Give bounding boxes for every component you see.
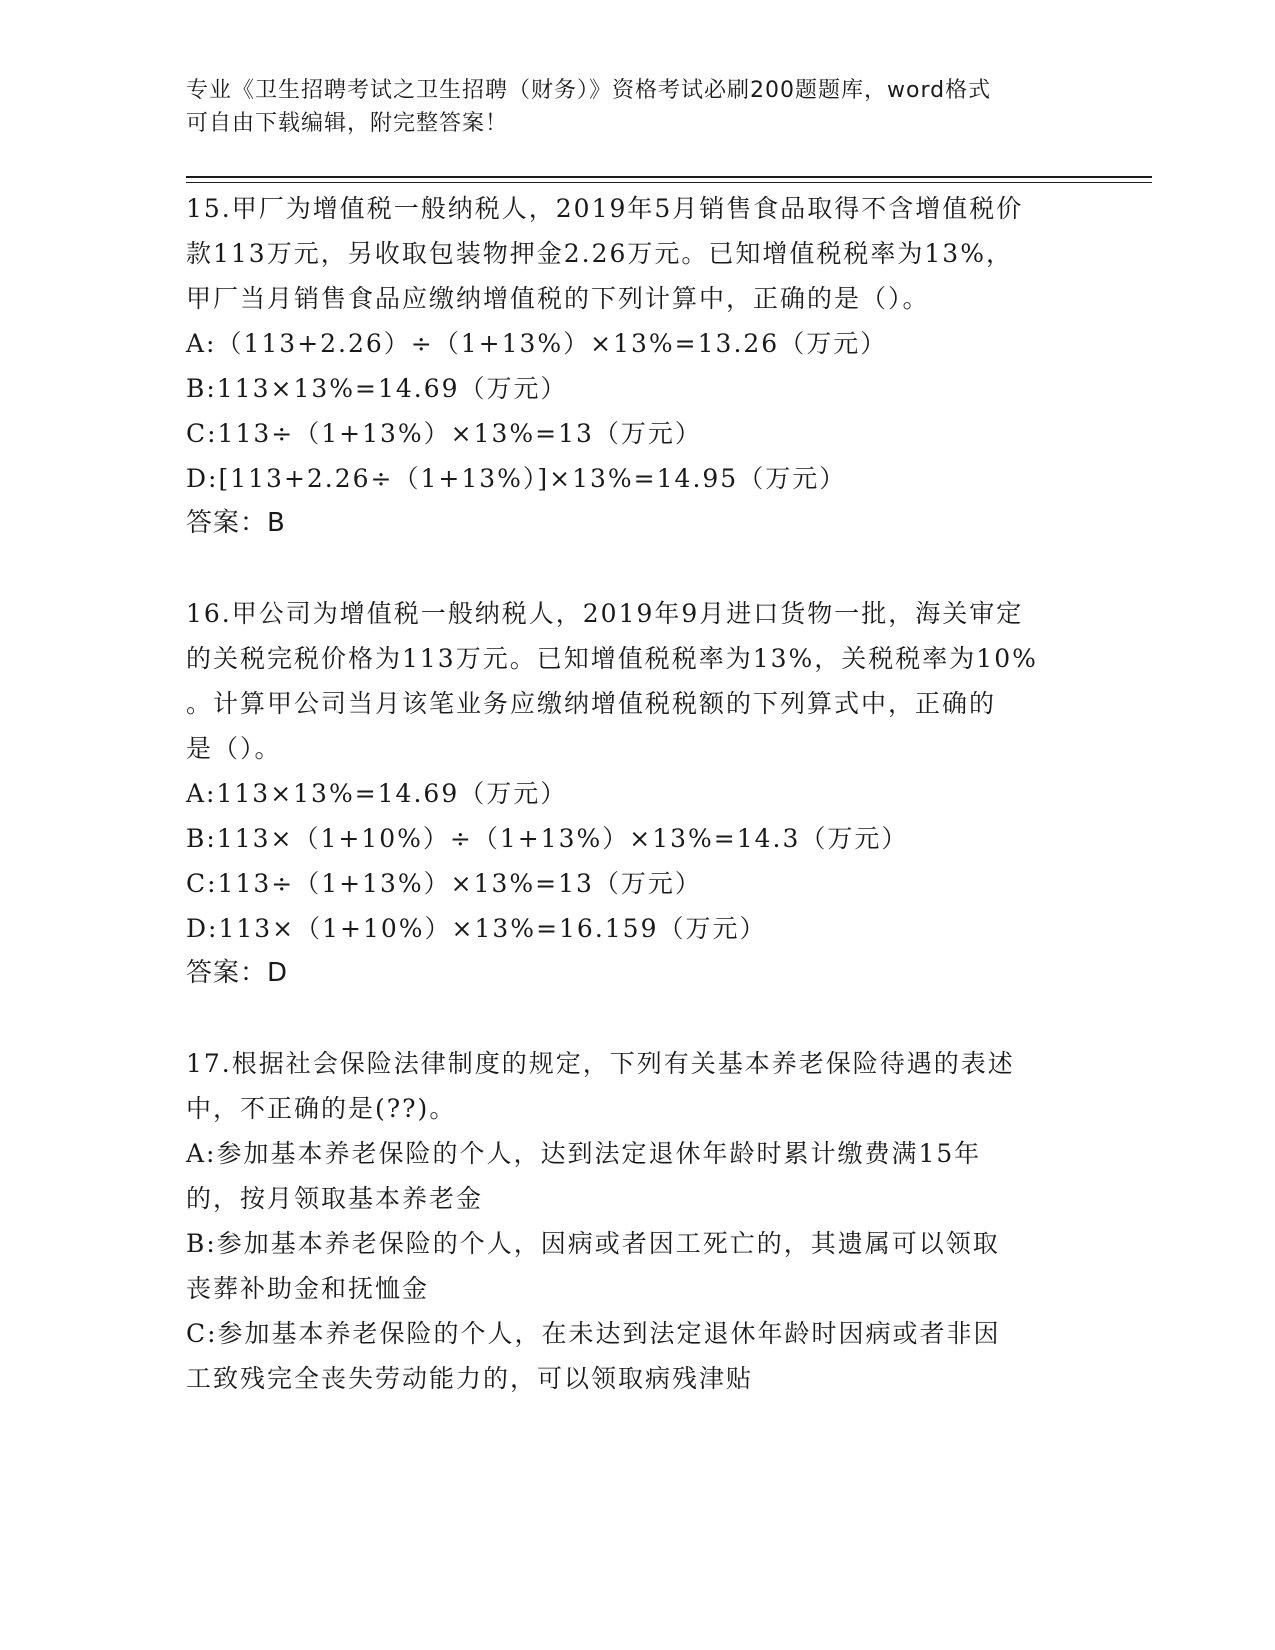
question-text-line: 中，不正确的是(??)。: [186, 1094, 457, 1123]
option-a-continued: 的，按月领取基本养老金: [186, 1184, 484, 1213]
question-list: [186, 186, 1086, 1446]
question-text-line: 16.甲公司为增值税一般纳税人，2019年9月进口货物一批，海关审定: [186, 599, 1024, 628]
option-b: B:113×（1+10%）÷（1+13%）×13%=14.3（万元）: [186, 824, 909, 853]
question-text-line: 17.根据社会保险法律制度的规定，下列有关基本养老保险待遇的表述: [186, 1049, 1015, 1078]
question-text-line: 15.甲厂为增值税一般纳税人，2019年5月销售食品取得不含增值税价: [186, 194, 1024, 223]
option-c: C:参加基本养老保险的个人，在未达到法定退休年龄时因病或者非因: [186, 1319, 1001, 1348]
question-text-line: 是（）。: [186, 734, 282, 763]
option-b: B:参加基本养老保险的个人，因病或者因工死亡的，其遗属可以领取: [186, 1229, 1000, 1258]
document-header: [186, 74, 1066, 140]
option-c: C:113÷（1+13%）×13%=13（万元）: [186, 419, 702, 448]
option-b-continued: 丧葬补助金和抚恤金: [186, 1274, 430, 1303]
header-divider-thick: [186, 176, 1152, 178]
question-text-line: 款113万元，另收取包装物押金2.26万元。已知增值税税率为13%，: [186, 239, 1013, 268]
option-c: C:113÷（1+13%）×13%=13（万元）: [186, 869, 702, 898]
header-divider-thin: [186, 182, 1152, 183]
question-text-line: 甲厂当月销售食品应缴纳增值税的下列计算中，正确的是（）。: [186, 284, 930, 313]
header-line-1: 专业《卫生招聘考试之卫生招聘（财务）》资格考试必刷200题题库，word格式: [186, 78, 992, 103]
option-a: A:（113+2.26）÷（1+13%）×13%=13.26（万元）: [186, 329, 888, 358]
option-d: D:113×（1+10%）×13%=16.159（万元）: [186, 914, 767, 943]
answer-label: 答案：B: [186, 508, 286, 538]
header-line-2: 可自由下载编辑，附完整答案！: [186, 111, 509, 136]
answer-label: 答案：D: [186, 958, 289, 988]
question-15: [186, 186, 1086, 546]
option-a: A:113×13%=14.69（万元）: [186, 779, 568, 808]
option-c-continued: 工致残完全丧失劳动能力的，可以领取病残津贴: [186, 1364, 754, 1393]
option-b: B:113×13%=14.69（万元）: [186, 374, 568, 403]
question-text-line: 的关税完税价格为113万元。已知增值税税率为13%，关税税率为10%: [186, 644, 1038, 673]
option-a: A:参加基本养老保险的个人，达到法定退休年龄时累计缴费满15年: [186, 1139, 982, 1168]
question-16: [186, 591, 1086, 996]
option-d: D:[113+2.26÷（1+13%）]×13%=14.95（万元）: [186, 464, 847, 493]
question-text-line: 。计算甲公司当月该笔业务应缴纳增值税税额的下列算式中，正确的: [186, 689, 997, 718]
question-17: [186, 1041, 1086, 1401]
